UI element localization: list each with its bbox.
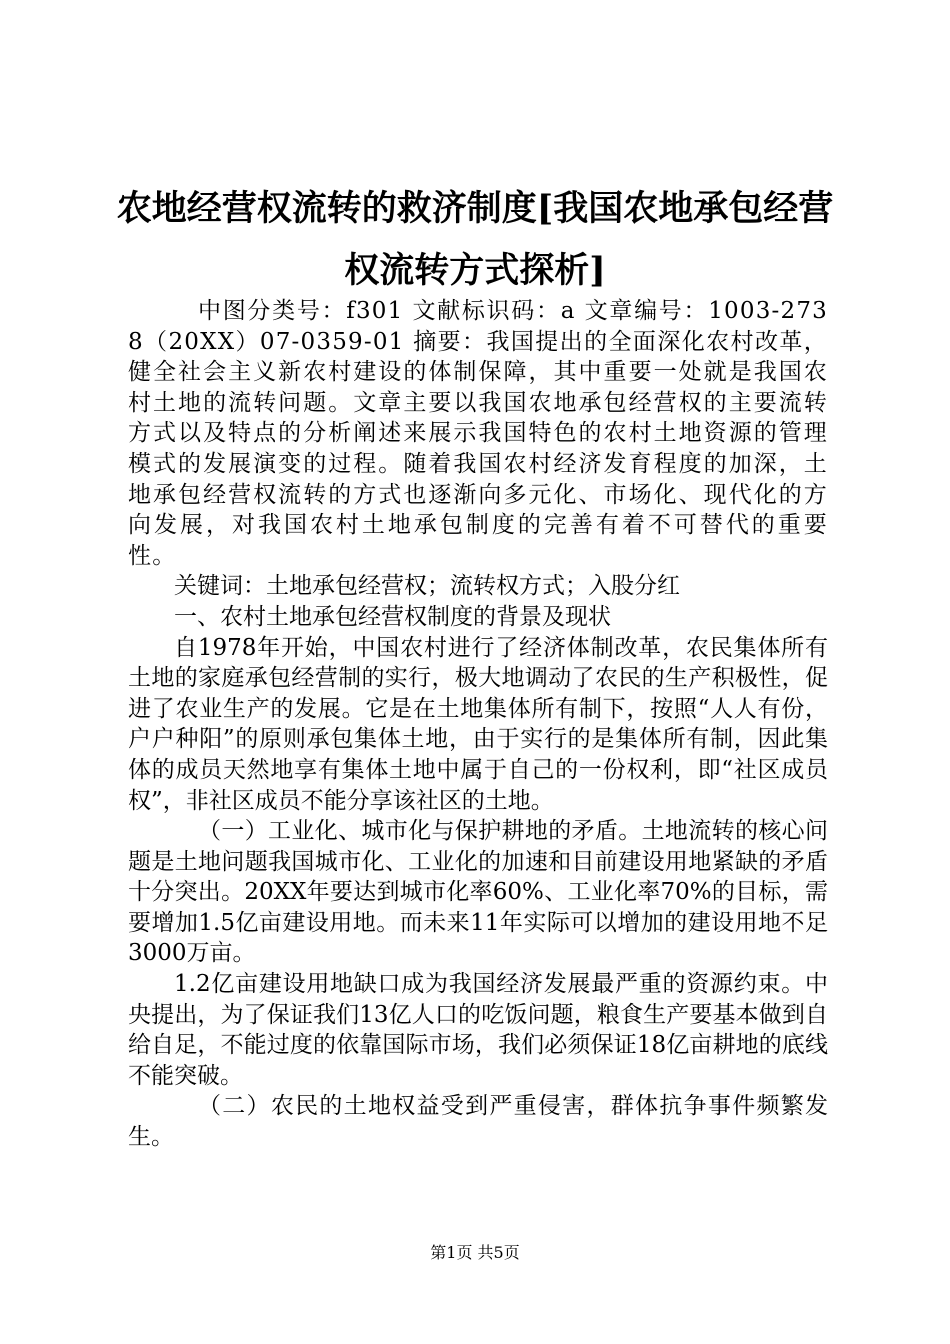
document-body <box>128 296 828 1153</box>
subsection-paragraph: （二）农民的土地权益受到严重侵害，群体抗争事件频繁发生。 <box>128 1093 828 1151</box>
document-title: 农地经营权流转的救济制度[我国农地承包经营权流转方式探析] <box>116 188 834 291</box>
abstract-paragraph: 中图分类号：f301 文献标识码：a 文章编号：1003-2738（20XX）07-0359-01 摘要：我国提出的全面深化农村改革，健全社会主义新农村建设的体制保障，其中重要一处就是我国农村土地的流转问题。文章主要以我国农地承包经营权的主要流转方式以及特点的分析阐述来展示我国特色的农村土地资源的管理模式的发展演变的过程。随着我国农村经济发育程度的加深，土地承包经营权流转的方式也逐渐向多元化、市场化、现代化的方向发展，对我国农村土地承包制度的完善有着不可替代的重要性。 <box>128 298 828 569</box>
body-paragraph: 自1978年开始，中国农村进行了经济体制改革，农民集体所有土地的家庭承包经营制的实行，极大地调动了农民的生产积极性，促进了农业生产的发展。它是在土地集体所有制下，按照“人人有份，户户种阳”的原则承包集体土地，由于实行的是集体所有制，因此集体的成员天然地享有集体土地中属于自己的一份权利，即“社区成员权”，非社区成员不能分享该社区的土地。 <box>128 634 828 814</box>
subsection-paragraph: （一）工业化、城市化与保护耕地的矛盾。土地流转的核心问题是土地问题我国城市化、工业化的加速和目前建设用地紧缺的矛盾十分突出。20XX年要达到城市化率60%、工业化率70%的目标，需要增加1.5亿亩建设用地。而未来11年实际可以增加的建设用地不足3000万亩。 <box>128 818 828 967</box>
page-number-footer: 第1页 共5页 <box>430 1243 520 1262</box>
section-heading: 一、农村土地承包经营权制度的背景及现状 <box>174 603 611 630</box>
body-paragraph: 1.2亿亩建设用地缺口成为我国经济发展最严重的资源约束。中央提出，为了保证我们13亿人口的吃饭问题，粮食生产要基本做到自给自足，不能过度的依靠国际市场，我们必须保证18亿亩耕地的底线不能突破。 <box>128 971 828 1089</box>
keywords-line: 关键词：土地承包经营权；流转权方式；入股分红 <box>174 573 680 600</box>
